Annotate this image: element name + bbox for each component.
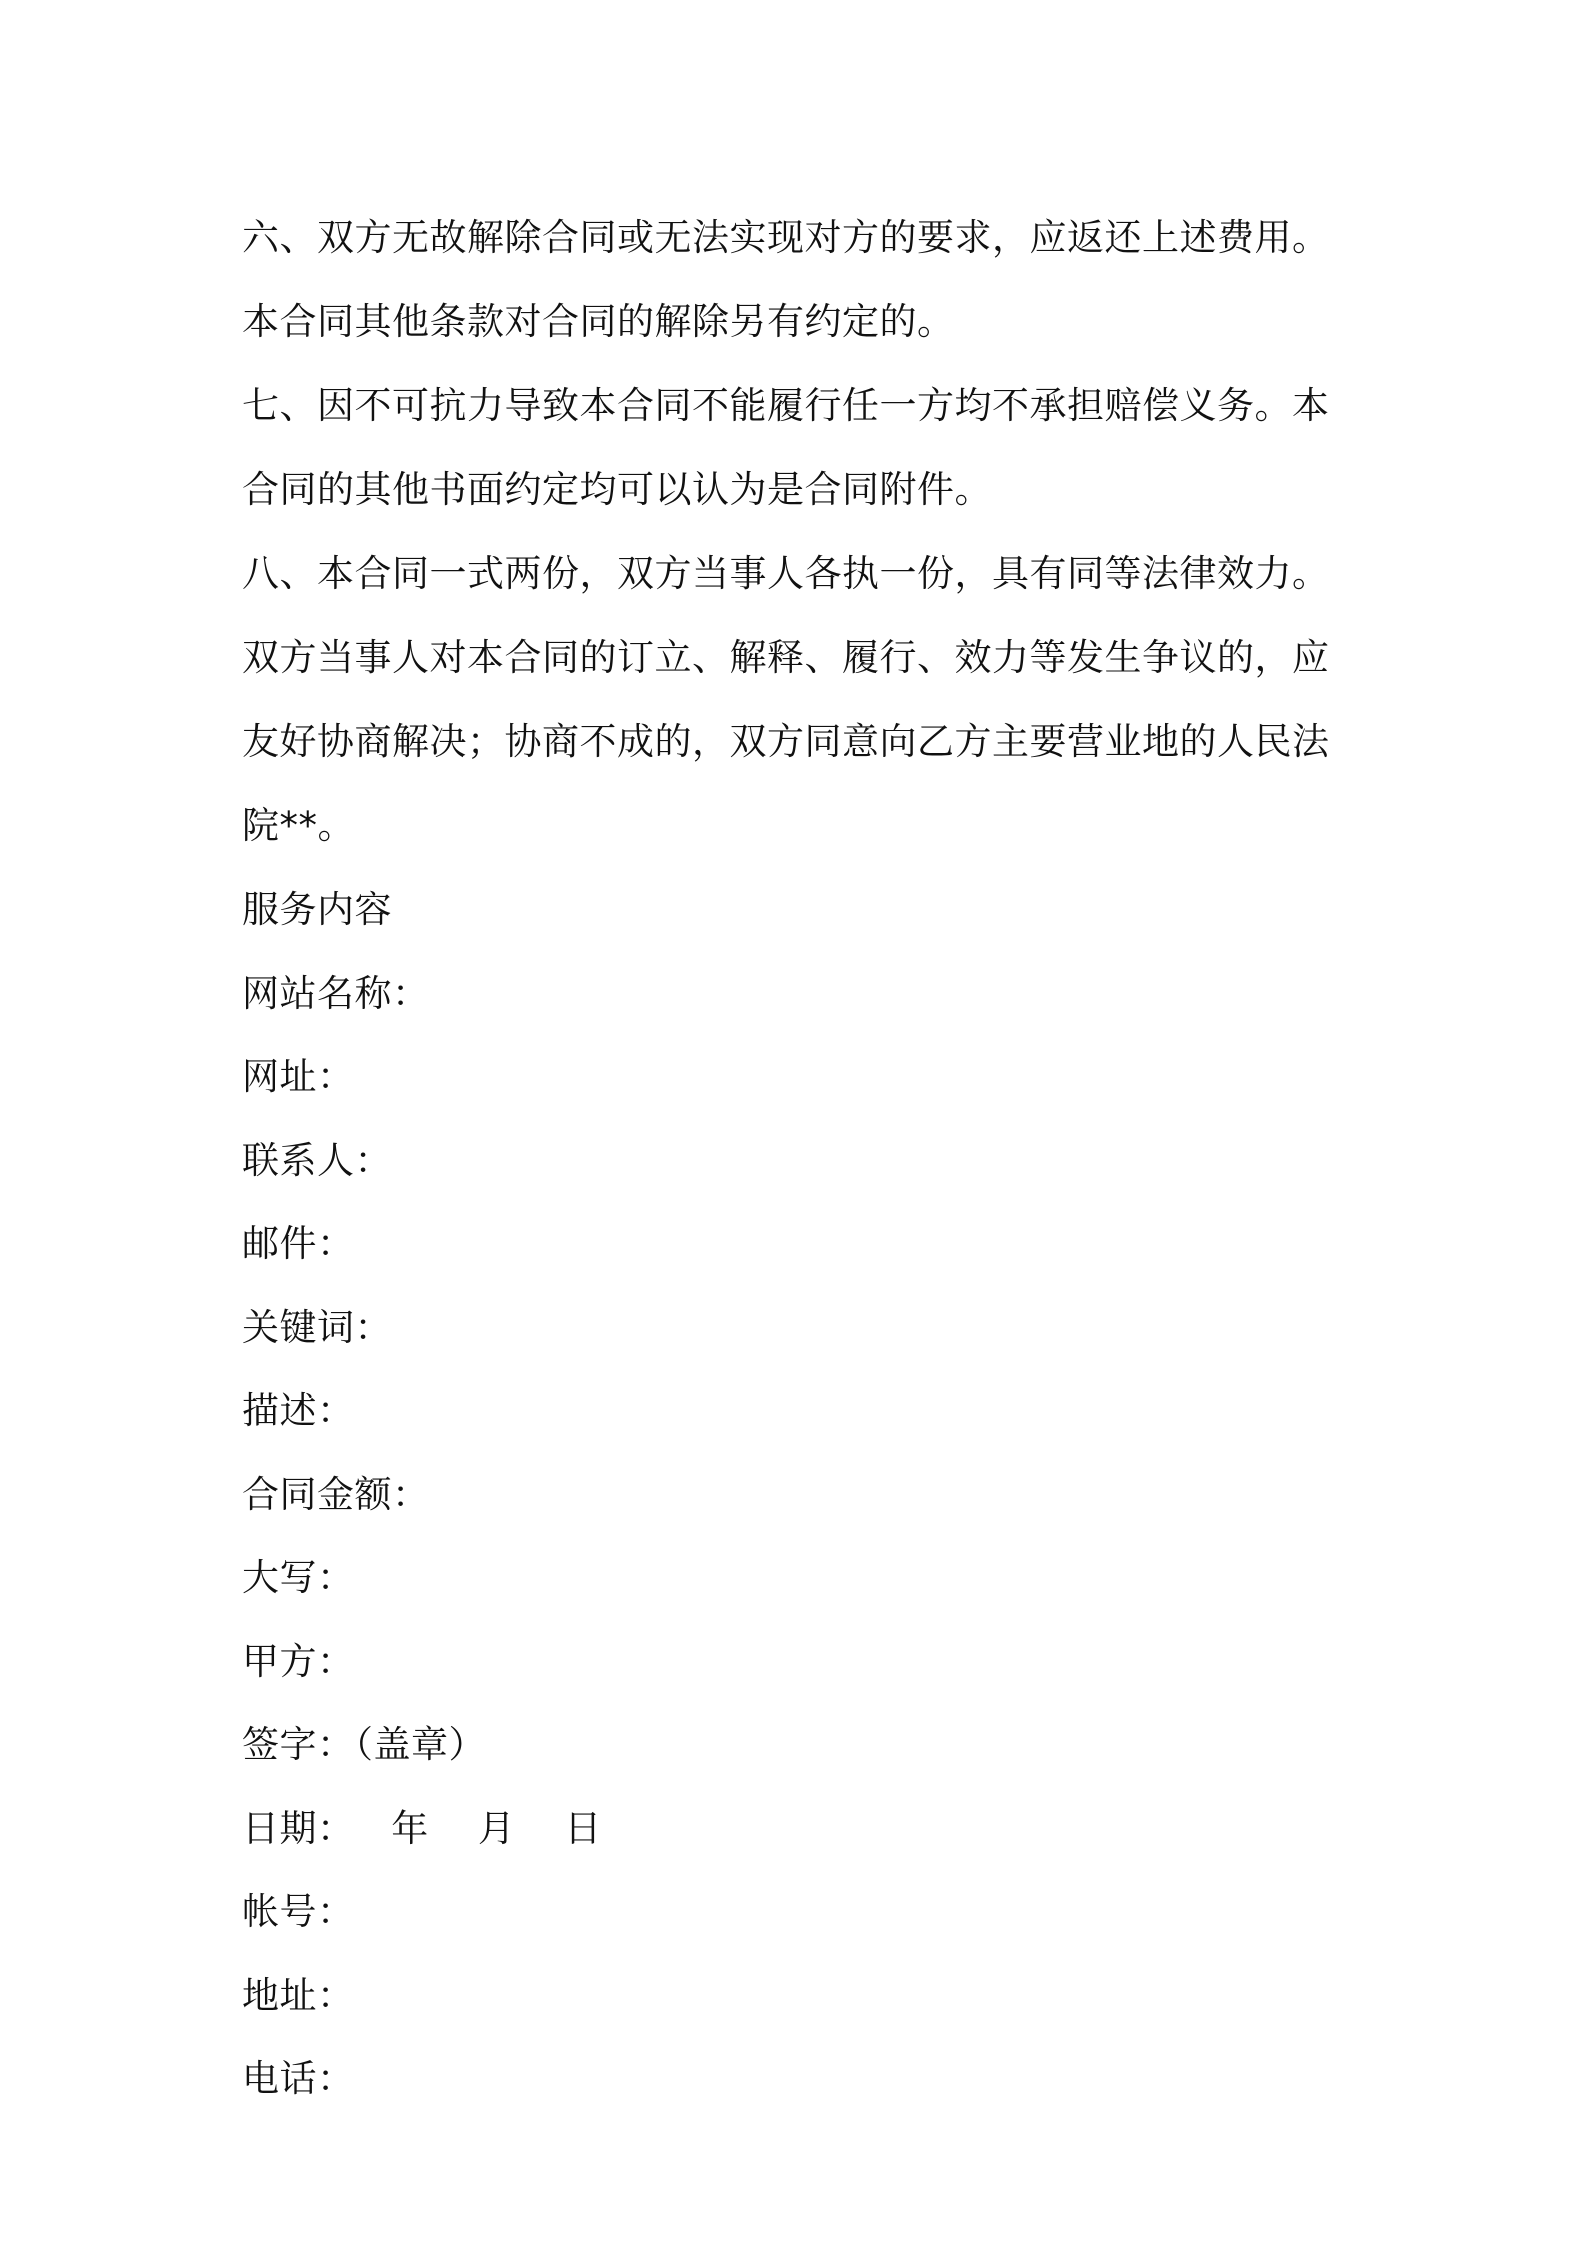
description-field: 描述： [242,1389,355,1432]
url-field: 网址： [242,1055,355,1098]
date-field: 日期： 年 月 日 [242,1806,602,1850]
site-name-field: 网站名称： [242,971,430,1015]
email-field: 邮件： [242,1222,355,1265]
contact-field: 联系人： [242,1138,392,1182]
document-body [242,196,1362,2121]
signature-field: 签字：（盖章） [242,1723,486,1766]
amount-in-words-field: 大写： [242,1556,355,1599]
clause-8: 八、本合同一式两份，双方当事人各执一份，具有同等法律效力。双方当事人对本合同的订立、解释、履行、效力等发生争议的，应友好协商解决；协商不成的，双方同意向乙方主要营业地的人民法院**。 [242,552,1330,847]
keywords-field: 关键词： [242,1305,392,1349]
address-field: 地址： [242,1973,355,2017]
service-content-heading: 服务内容 [242,888,392,931]
phone-field: 电话： [242,2057,355,2100]
clause-6: 六、双方无故解除合同或无法实现对方的要求，应返还上述费用。本合同其他条款对合同的解除另有约定的。 [242,216,1330,343]
party-a-field: 甲方： [242,1639,355,1683]
account-field: 帐号： [242,1890,355,1933]
clause-7: 七、因不可抗力导致本合同不能履行任一方均不承担赔偿义务。本合同的其他书面约定均可以认为是合同附件。 [242,384,1330,511]
contract-amount-field: 合同金额： [242,1472,430,1516]
